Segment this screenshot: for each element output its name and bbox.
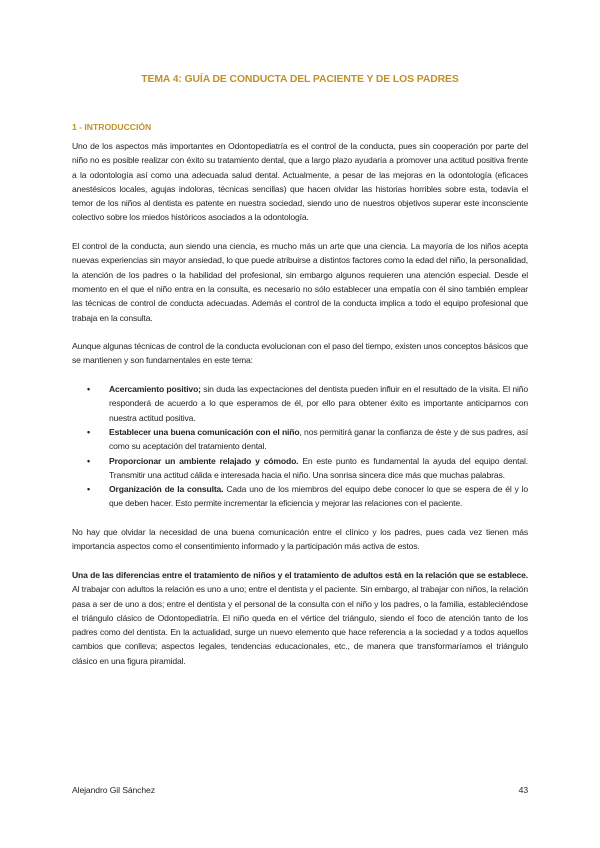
list-item bbox=[109, 382, 528, 425]
page-title: TEMA 4: GUÍA DE CONDUCTA DEL PACIENTE Y DE LOS PADRES bbox=[141, 74, 459, 85]
paragraph-5-bold: Una de las diferencias entre el tratamiento de niños y el tratamiento de adultos está en la relación que se establece. bbox=[72, 569, 528, 580]
list-item-term: Acercamiento positivo; bbox=[109, 384, 201, 395]
list-item-text: Cada uno de los miembros del equipo debe conocer lo que se espera de él y lo que deben hacer. Esto permite incrementar la eficiencia y mejorar las relaciones con el paciente. bbox=[109, 484, 528, 509]
page-footer bbox=[72, 785, 528, 795]
paragraph-4: No hay que olvidar la necesidad de una buena comunicación entre el clínico y los padres, pues cada vez tienen más importancia aspectos como el consentimiento informado y la participación más activa de estos. bbox=[72, 527, 528, 552]
section-heading: 1 - INTRODUCCIÓN bbox=[72, 122, 152, 132]
paragraph-5 bbox=[72, 568, 528, 668]
list-item bbox=[109, 454, 528, 483]
document-body bbox=[72, 139, 528, 682]
list-item-term: Establecer una buena comunicación con el niño bbox=[109, 426, 300, 437]
list-item-term: Proporcionar un ambiente relajado y cómodo. bbox=[109, 455, 299, 466]
concept-list bbox=[72, 382, 528, 511]
paragraph-2: El control de la conducta, aun siendo una ciencia, es mucho más un arte que una ciencia. La mayoría de los niños acepta nuevas experiencias sin mayor ansiedad, lo que puede atribuirse a distintos factores como la edad del niño, la personalidad, la atención de los padres o la habilidad del profesional, sin embargo algunos requieren una atención especial. Desde el momento en el que el niño entra en la consulta, es necesario no sólo establecer una empatía con él sino también emplear las técnicas de control de conducta adecuadas. Además el control de la conducta implica a todo el equipo profesional que trabaja en la consulta. bbox=[72, 241, 528, 323]
list-item bbox=[109, 425, 528, 454]
paragraph-5-text: Al trabajar con adultos la relación es uno a uno; entre el dentista y el paciente. Sin embargo, al trabajar con niños, la relación pasa a ser de uno a dos; entre el dentista y el personal de la consulta con el niño y los padres, o la familia, estableciéndose el triángulo clásico de Odontopediatría. El niño queda en el vértice del triángulo, siendo el foco de atención tanto de los padres como del dentista. En la actualidad, surge un nuevo elemento que hace referencia a la sociedad y a todos aquellos cambios que conlleva; aspectos legales, tendencias educacionales, etc., de manera que transformaríamos el triángulo clásico en una figura piramidal. bbox=[72, 584, 528, 666]
paragraph-1: Uno de los aspectos más importantes en Odontopediatría es el control de la conducta, pues sin cooperación por parte del niño no es posible realizar con éxito su tratamiento dental, que a largo plazo ayudaría a promover una actitud positiva frente a la odontología así como una adecuada salud dental. Actualmente, a pesar de las mejoras en la odontología (eficaces anestésicos locales, agujas indoloras, técnicas sencillas) que hacen olvidar las historias horribles sobre esta, todavía el temor de los niños al dentista es patente en nuestra sociedad, siendo uno de nuestros objetivos superar este inconsciente colectivo sobre los miedos históricos asociados a la odontología. bbox=[72, 141, 528, 223]
list-item bbox=[109, 482, 528, 511]
list-item-term: Organización de la consulta. bbox=[109, 484, 224, 495]
footer-author: Alejandro Gil Sánchez bbox=[72, 785, 155, 795]
list-item-text: En este punto es fundamental la ayuda del equipo dental. Transmitir una actitud cálida e interesada hacia el niño. Una sonrisa sincera dice más que muchas palabras. bbox=[109, 455, 528, 480]
list-item-text: , nos permitirá ganar la confianza de éste y de sus padres, así como su aceptación del tratamiento dental. bbox=[109, 426, 528, 452]
list-item-text: sin duda las expectaciones del dentista pueden influir en el resultado de la visita. El niño responderá de acuerdo a lo que esperamos de él, por ello para obtener éxito es importante anticiparnos con nuestra actitud positiva. bbox=[109, 384, 529, 423]
page-number: 43 bbox=[518, 785, 528, 795]
paragraph-3: Aunque algunas técnicas de control de la conducta evolucionan con el paso del tiempo, existen unos conceptos básicos que se mantienen y son fundamentales en este tema: bbox=[72, 341, 528, 366]
